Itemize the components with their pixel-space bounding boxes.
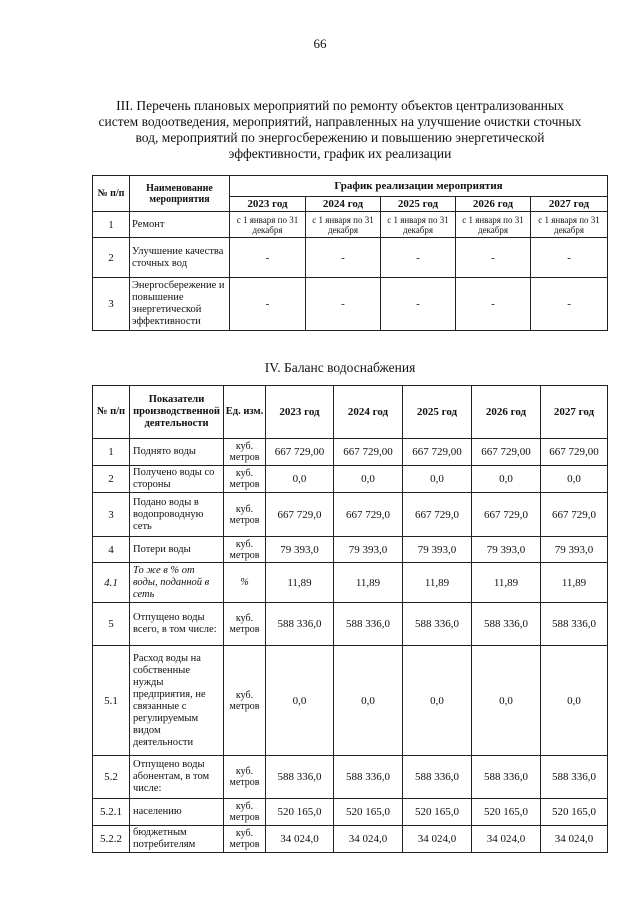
value-cell: 588 336,0 [334,603,403,646]
value-cell: 667 729,0 [266,493,334,537]
value-cell: 0,0 [266,466,334,493]
page-number: 66 [313,36,327,51]
indicator-name: Подано воды в водопроводную сеть [130,493,224,537]
value-cell: 34 024,0 [334,826,403,853]
measures-schedule-table [92,175,608,331]
indicator-name: Поднято воды [130,439,224,466]
value-cell: 588 336,0 [334,756,403,799]
value-cell: 667 729,00 [334,439,403,466]
table-row [93,212,608,238]
schedule-cell: - [230,238,306,278]
schedule-cell: с 1 января по 31 декабря [381,212,456,238]
unit: куб. метров [224,603,266,646]
unit: куб. метров [224,466,266,493]
schedule-cell: - [456,238,531,278]
header-year: 2025 год [381,197,456,212]
value-cell: 667 729,0 [334,493,403,537]
table-row [93,278,608,331]
header-year: 2023 год [230,197,306,212]
schedule-cell: - [230,278,306,331]
value-cell: 11,89 [472,563,541,603]
table-row [93,563,608,603]
value-cell: 0,0 [334,466,403,493]
indicator-name: Расход воды на собственные нужды предприятия, не связанные с регулируемым видом деятельности [130,646,224,756]
unit: куб. метров [224,756,266,799]
value-cell: 520 165,0 [472,799,541,826]
measure-name: Ремонт [130,212,230,238]
value-cell: 588 336,0 [472,756,541,799]
value-cell: 667 729,0 [541,493,608,537]
value-cell: 11,89 [266,563,334,603]
value-cell: 34 024,0 [472,826,541,853]
table-row [93,756,608,799]
row-number: 1 [93,439,130,466]
value-cell: 0,0 [266,646,334,756]
header-year: 2024 год [334,386,403,439]
value-cell: 588 336,0 [541,603,608,646]
schedule-cell: - [381,238,456,278]
row-number: 3 [93,278,130,331]
header-num: № п/п [93,386,130,439]
value-cell: 667 729,0 [403,493,472,537]
value-cell: 588 336,0 [403,603,472,646]
value-cell: 0,0 [403,646,472,756]
table-row [93,238,608,278]
section-4-title: IV. Баланс водоснабжения [264,360,416,375]
value-cell: 34 024,0 [266,826,334,853]
indicator-name: Отпущено воды всего, в том числе: [130,603,224,646]
value-cell: 667 729,00 [472,439,541,466]
table-row [93,493,608,537]
unit: % [224,563,266,603]
value-cell: 520 165,0 [334,799,403,826]
section-3-title: III. Перечень плановых мероприятий по ремонту объектов централизованных систем водоотведения, мероприятий, направленных на улучшение очистки сточных вод, мероприятий по энергосбережению и повышению энергетической эффективности, график их реализации [98,98,582,161]
table-header-row [93,386,608,439]
table-row [93,439,608,466]
value-cell: 667 729,0 [472,493,541,537]
unit: куб. метров [224,826,266,853]
row-number: 2 [93,466,130,493]
value-cell: 0,0 [472,646,541,756]
header-indicator: Показатели производственной деятельности [130,386,224,439]
unit: куб. метров [224,799,266,826]
schedule-cell: - [531,238,608,278]
row-number: 4 [93,537,130,563]
table-row [93,799,608,826]
schedule-cell: с 1 января по 31 декабря [306,212,381,238]
value-cell: 79 393,0 [403,537,472,563]
value-cell: 667 729,00 [541,439,608,466]
header-year: 2026 год [472,386,541,439]
header-schedule: График реализации мероприятия [230,176,608,197]
value-cell: 0,0 [403,466,472,493]
value-cell: 0,0 [472,466,541,493]
table-row [93,537,608,563]
schedule-cell: с 1 января по 31 декабря [531,212,608,238]
table-row [93,646,608,756]
schedule-cell: - [306,238,381,278]
table-row [93,603,608,646]
value-cell: 34 024,0 [403,826,472,853]
measure-name: Улучшение качества сточных вод [130,238,230,278]
value-cell: 0,0 [334,646,403,756]
row-number: 5.1 [93,646,130,756]
indicator-name: То же в % от воды, поданной в сеть [130,563,224,603]
header-year: 2027 год [541,386,608,439]
value-cell: 520 165,0 [266,799,334,826]
unit: куб. метров [224,537,266,563]
value-cell: 588 336,0 [403,756,472,799]
value-cell: 11,89 [403,563,472,603]
value-cell: 588 336,0 [266,756,334,799]
unit: куб. метров [224,646,266,756]
value-cell: 11,89 [334,563,403,603]
header-year: 2026 год [456,197,531,212]
schedule-cell: - [531,278,608,331]
schedule-cell: с 1 января по 31 декабря [230,212,306,238]
value-cell: 34 024,0 [541,826,608,853]
header-unit: Ед. изм. [224,386,266,439]
value-cell: 520 165,0 [541,799,608,826]
indicator-name: Получено воды со стороны [130,466,224,493]
value-cell: 79 393,0 [334,537,403,563]
header-year: 2027 год [531,197,608,212]
value-cell: 0,0 [541,646,608,756]
value-cell: 588 336,0 [472,603,541,646]
schedule-cell: - [456,278,531,331]
table-row [93,826,608,853]
water-balance-table [92,385,608,853]
header-year: 2024 год [306,197,381,212]
indicator-name: населению [130,799,224,826]
row-number: 1 [93,212,130,238]
value-cell: 79 393,0 [472,537,541,563]
row-number: 3 [93,493,130,537]
indicator-name: Потери воды [130,537,224,563]
schedule-cell: с 1 января по 31 декабря [456,212,531,238]
schedule-cell: - [381,278,456,331]
value-cell: 588 336,0 [266,603,334,646]
header-year: 2025 год [403,386,472,439]
indicator-name: бюджетным потребителям [130,826,224,853]
value-cell: 588 336,0 [541,756,608,799]
schedule-cell: - [306,278,381,331]
row-number: 5 [93,603,130,646]
value-cell: 667 729,00 [403,439,472,466]
unit: куб. метров [224,493,266,537]
measure-name: Энергосбережение и повышение энергетической эффективности [130,278,230,331]
row-number: 5.2.2 [93,826,130,853]
header-year: 2023 год [266,386,334,439]
row-number: 4.1 [93,563,130,603]
value-cell: 11,89 [541,563,608,603]
indicator-name: Отпущено воды абонентам, в том числе: [130,756,224,799]
row-number: 5.2.1 [93,799,130,826]
header-num: № п/п [93,176,130,212]
value-cell: 667 729,00 [266,439,334,466]
row-number: 2 [93,238,130,278]
unit: куб. метров [224,439,266,466]
header-measure-name: Наименование мероприятия [130,176,230,212]
table-row [93,466,608,493]
value-cell: 520 165,0 [403,799,472,826]
value-cell: 79 393,0 [541,537,608,563]
value-cell: 79 393,0 [266,537,334,563]
value-cell: 0,0 [541,466,608,493]
row-number: 5.2 [93,756,130,799]
